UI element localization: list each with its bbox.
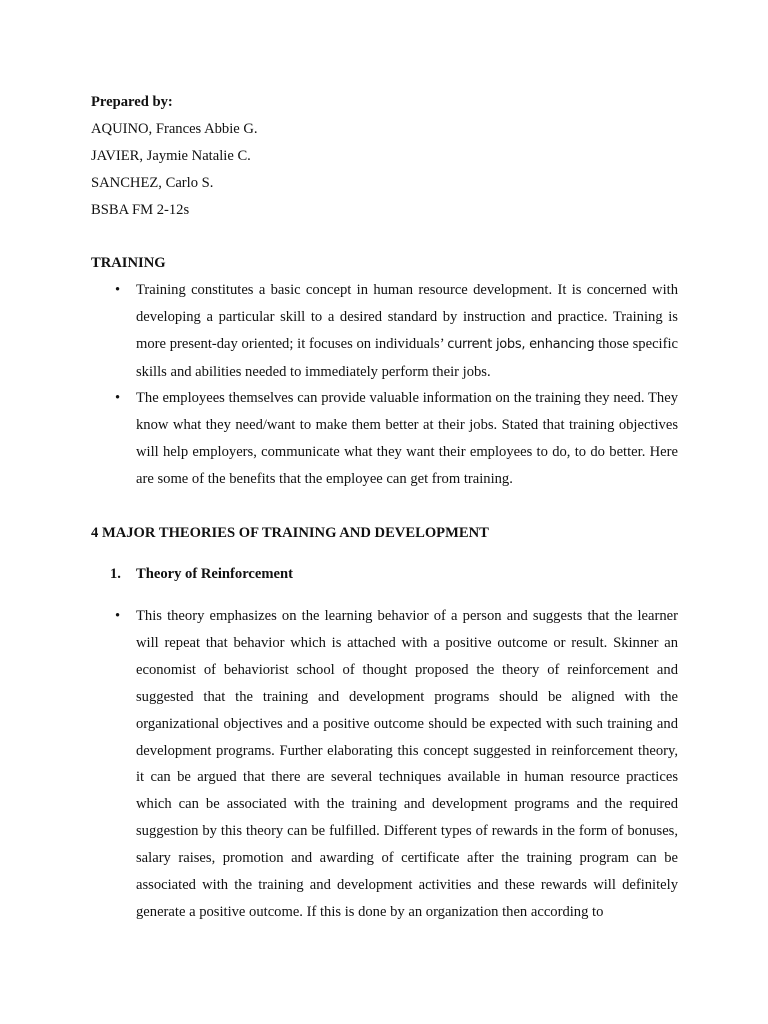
theory-title: Theory of Reinforcement [136, 566, 293, 582]
paragraph-text: Training constitutes a basic concept in human resource development. It is concerned with developing a particular skill to a desired standard by instruction and practice. Training is more present-day oriented; it focuses on individuals’ [136, 282, 678, 352]
bullet-point: • [115, 608, 121, 624]
reinforcement-paragraph: This theory emphasizes on the learning behavior of a person and suggests that the learner will repeat that behavior which is attached with a positive outcome or result. Skinner an economist of behaviorist school of thought proposed the theory of reinforcement and suggested that the training and development programs should be aligned with the organizational objectives and a positive outcome should be expected with such training and development programs. Further elaborating this concept suggested in reinforcement theory, it can be argued that there are several techniques available in human resource practices which can be associated with the training and development programs and the required suggestion by this theory can be fulfilled. Different types of rewards in the form of bonuses, salary raises, promotion and awarding of certificate after the training program can be associated with the training and development activities and these rewards will definitely generate a positive outcome. If this is done by an organization then according to [136, 608, 678, 920]
theories-heading: 4 MAJOR THEORIES OF TRAINING AND DEVELOPMENT [91, 525, 489, 541]
paragraph-text: those specific skills and abilities needed to immediately perform their jobs. [136, 335, 679, 380]
class-section: BSBA FM 2-12s [91, 202, 190, 218]
bullet-point: • [115, 282, 121, 298]
training-paragraph-1 [136, 277, 678, 386]
paragraph-text-sans: current jobs, enhancing [447, 336, 595, 352]
prepared-by-heading: Prepared by: [91, 94, 173, 110]
theory-number: 1. [110, 566, 121, 582]
author-name: SANCHEZ, Carlo S. [91, 175, 214, 191]
training-paragraph-2: The employees themselves can provide valuable information on the training they need. They know what they need/want to make them better at their jobs. Stated that training objectives will help employers, communicate what they want their employees to do, to do better. Here are some of the benefits that the employee can get from training. [136, 390, 678, 487]
bullet-point: • [115, 390, 121, 406]
author-name: AQUINO, Frances Abbie G. [91, 121, 258, 137]
training-heading: TRAINING [91, 255, 166, 271]
author-name: JAVIER, Jaymie Natalie C. [91, 148, 251, 164]
